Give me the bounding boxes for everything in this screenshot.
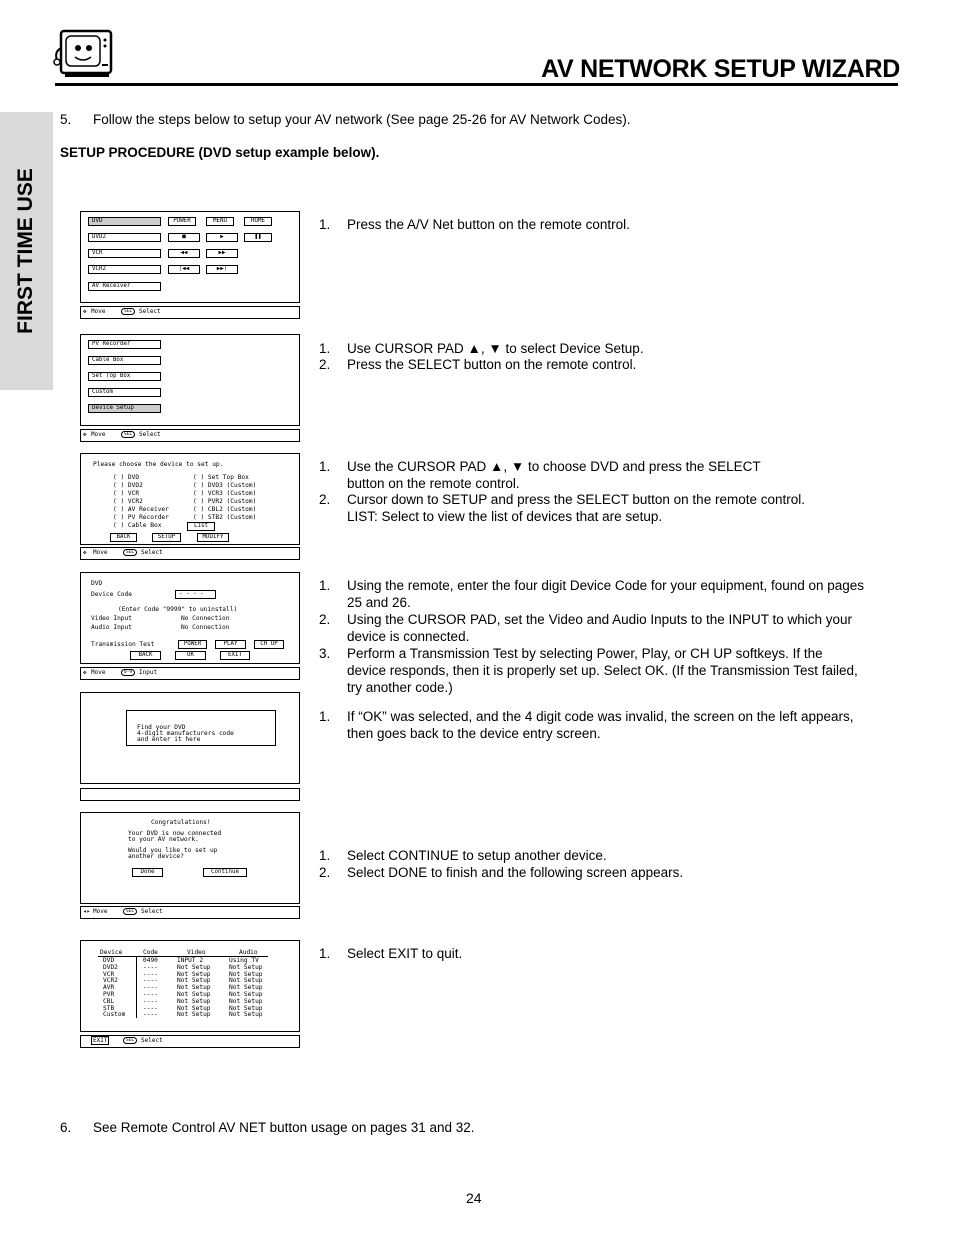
menu-item-device-setup[interactable]: Device Setup (88, 404, 161, 413)
move-label: Move (93, 908, 108, 915)
move-arrows-icon: ✥ (83, 308, 87, 315)
radio-cbl2[interactable]: ( ) CBL2 (Custom) (193, 506, 257, 513)
step-text: LIST: Select to view the list of devices that are setup. (347, 509, 663, 524)
input-label: Input (139, 669, 158, 676)
col-header-device: Device (100, 949, 123, 956)
header-rule (55, 83, 898, 86)
device-list-cell: Not Setup (229, 1011, 263, 1019)
page-title: AV NETWORK SETUP WIZARD (541, 55, 900, 83)
device-list-cell: ---- (143, 1004, 158, 1012)
move-arrows-icon: ✥ (83, 669, 87, 676)
device-list-cell: Not Setup (229, 970, 263, 978)
device-list-cell: Not Setup (177, 1004, 211, 1012)
device-list-cell: STB (103, 1004, 115, 1012)
step-text: If “OK” was selected, and the 4 digit code was invalid, the screen on the left appears, (347, 709, 854, 724)
pause-button[interactable]: ❚❚ (244, 233, 272, 242)
radio-cable-box[interactable]: ( ) Cable Box (113, 522, 162, 529)
list-button[interactable]: List (187, 522, 215, 531)
exit-button[interactable]: EXIT (93, 1037, 108, 1044)
invalid-code-message-box (126, 710, 276, 746)
device-list-cell: Not Setup (229, 991, 263, 998)
exit-button[interactable]: EXIT (220, 651, 250, 660)
stop-button[interactable]: ■ (168, 233, 200, 242)
device-list-cell: Custom (103, 1011, 126, 1019)
radio-stb2[interactable]: ( ) STB2 (Custom) (193, 514, 257, 521)
column-divider (136, 956, 137, 1018)
device-list-cell: Not Setup (229, 977, 263, 985)
device-list-cell: Not Setup (177, 977, 211, 985)
radio-set-top-box[interactable]: ( ) Set Top Box (193, 474, 249, 481)
move-label: Move (91, 431, 106, 438)
device-list-cell: VCR (103, 970, 115, 978)
device-list-cell: ---- (143, 970, 158, 978)
device-list-cell: DVD2 (103, 963, 118, 971)
screen-3-status-bar (80, 547, 300, 560)
left-right-arrows-icon: ◂▸ (83, 908, 91, 915)
move-label: Move (91, 669, 106, 676)
menu-item-set-top-box[interactable]: Set Top Box (88, 372, 161, 381)
device-code-label: Device Code (91, 591, 132, 598)
sel-icon: SEL (123, 1037, 137, 1045)
move-label: Move (93, 549, 108, 556)
fast-forward-button[interactable]: ▶▶ (206, 249, 238, 258)
menu-item-av-receiver[interactable]: AV Receiver (88, 282, 161, 291)
move-arrows-icon: ✥ (83, 549, 87, 556)
step-number: 1. (319, 709, 331, 724)
menu-item-custom[interactable]: Custom (88, 388, 161, 397)
radio-dvd[interactable]: ( ) DVD (113, 474, 140, 481)
device-list-cell: Not Setup (177, 984, 211, 992)
step-text: button on the remote control. (347, 476, 520, 491)
audio-input-label: Audio Input (91, 624, 132, 631)
device-code-input[interactable]: - - - - (175, 590, 216, 599)
device-list-cell: 0490 (143, 957, 158, 964)
device-list-cell: INPUT 2 (177, 957, 204, 964)
step-6-text: See Remote Control AV NET button usage on pages 31 and 32. (93, 1120, 475, 1135)
device-list-cell: Not Setup (229, 1004, 263, 1012)
step-number: 2. (319, 612, 331, 627)
step-text: try another code.) (347, 680, 453, 695)
device-list-cell: Not Setup (177, 970, 211, 978)
step-5-number: 5. (60, 112, 72, 127)
step-text: Using the remote, enter the four digit Device Code for your equipment, found on pages (347, 578, 865, 593)
screen-7-device-list (80, 940, 300, 1032)
step-number: 1. (319, 848, 331, 863)
step-text: Press the A/V Net button on the remote control. (347, 217, 630, 232)
menu-item-vcr[interactable]: VCR (88, 249, 161, 258)
screen-6-status-bar (80, 906, 300, 919)
radio-av-receiver[interactable]: ( ) AV Receiver (113, 506, 169, 513)
screen-1-device-menu (80, 211, 300, 303)
another-device-line-2: another device? (128, 853, 184, 860)
radio-dvd3[interactable]: ( ) DVD3 (Custom) (193, 482, 257, 489)
device-list-cell: ---- (143, 984, 158, 992)
step-text: Press the SELECT button on the remote control. (347, 357, 637, 372)
select-label: Select (139, 431, 161, 438)
select-label: Select (141, 549, 163, 556)
test-play-button[interactable]: PLAY (215, 640, 246, 649)
step-number: 3. (319, 646, 331, 661)
message-line-1: Find your DVD (137, 724, 186, 731)
device-list-cell: PVR (103, 991, 115, 998)
menu-item-pv-recorder[interactable]: PV Recorder (88, 340, 161, 349)
radio-pv-recorder[interactable]: ( ) PV Recorder (113, 514, 169, 521)
screen-2-setup-menu (80, 334, 300, 426)
col-header-code: Code (143, 949, 158, 956)
step-text: Perform a Transmission Test by selecting Power, Play, or CH UP softkeys. If the (347, 646, 823, 661)
uninstall-note: (Enter Code "9999" to uninstall) (118, 606, 238, 613)
screen-6-congratulations (80, 812, 300, 904)
step-number: 1. (319, 578, 331, 593)
digits-icon: 0-9 (121, 669, 135, 677)
setup-procedure-heading: SETUP PROCEDURE (DVD setup example below). (60, 145, 380, 160)
step-text: Cursor down to SETUP and press the SELECT button on the remote control. (347, 492, 805, 507)
screen-1-status-bar (80, 306, 300, 319)
device-list-cell: VCR2 (103, 977, 118, 985)
modify-button[interactable]: MODIFY (197, 533, 229, 542)
device-list-cell: ---- (143, 997, 158, 1005)
device-list-cell: Not Setup (177, 1011, 211, 1019)
radio-vcr2[interactable]: ( ) VCR2 (113, 498, 143, 505)
select-label: Select (139, 308, 161, 315)
skip-back-button[interactable]: ❘◀◀ (168, 265, 200, 274)
test-power-button[interactable]: POWER (178, 640, 207, 649)
power-button[interactable]: POWER (168, 217, 196, 226)
menu-item-dvd[interactable]: DVD (88, 217, 161, 226)
step-number: 2. (319, 357, 331, 372)
rewind-button[interactable]: ◀◀ (168, 249, 200, 258)
col-header-audio: Audio (239, 949, 258, 956)
step-number: 1. (319, 217, 331, 232)
device-list-cell: ---- (143, 977, 158, 985)
audio-input-value[interactable]: No Connection (181, 624, 230, 631)
step-text: 25 and 26. (347, 595, 411, 610)
congratulations-heading: Congratulations! (151, 819, 211, 826)
device-list-cell: Not Setup (229, 984, 263, 992)
device-list-cell: Using TV (229, 957, 259, 964)
test-ch-up-button[interactable]: CH UP (254, 640, 284, 649)
menu-item-vcr2[interactable]: VCR2 (88, 265, 161, 274)
radio-vcr3[interactable]: ( ) VCR3 (Custom) (193, 490, 257, 497)
step-number: 2. (319, 865, 331, 880)
side-tab-label: FIRST TIME USE (14, 168, 37, 334)
step-number: 1. (319, 459, 331, 474)
device-list-cell: Not Setup (229, 997, 263, 1005)
menu-item-dvd2[interactable]: DVD2 (88, 233, 161, 242)
menu-item-cable-box[interactable]: Cable Box (88, 356, 161, 365)
step-text: Select CONTINUE to setup another device. (347, 848, 607, 863)
step-text: Select EXIT to quit. (347, 946, 463, 961)
device-list-cell: DVD (103, 957, 115, 964)
skip-forward-button[interactable]: ▶▶❘ (206, 265, 238, 274)
sel-icon: SEL (121, 431, 135, 439)
device-name: DVD (91, 580, 103, 587)
step-6-number: 6. (60, 1120, 72, 1135)
select-label: Select (141, 1037, 163, 1044)
col-header-video: Video (187, 949, 206, 956)
device-list-cell: Not Setup (177, 991, 211, 998)
screen-4-device-code (80, 572, 300, 664)
move-arrows-icon: ✥ (83, 431, 87, 438)
step-text: Use the CURSOR PAD ▲, ▼ to choose DVD and press the SELECT (347, 459, 761, 474)
move-label: Move (91, 308, 106, 315)
screen-3-choose-device (80, 453, 300, 545)
message-line-3: and enter it here (137, 736, 201, 743)
select-label: Select (141, 908, 163, 915)
radio-pvr2[interactable]: ( ) PVR2 (Custom) (193, 498, 257, 505)
video-input-value[interactable]: No Connection (181, 615, 230, 622)
back-button[interactable]: BACK (130, 651, 161, 660)
device-list-cell: CBL (103, 997, 115, 1005)
setup-button[interactable]: SETUP (152, 533, 181, 542)
device-list-cell: ---- (143, 991, 158, 998)
step-number: 1. (319, 341, 331, 356)
choose-device-prompt: Please choose the device to set up. (93, 461, 224, 468)
step-number: 1. (319, 946, 331, 961)
radio-vcr[interactable]: ( ) VCR (113, 490, 140, 497)
screen-2-status-bar (80, 429, 300, 442)
radio-dvd2[interactable]: ( ) DVD2 (113, 482, 143, 489)
device-list-cell: Not Setup (177, 963, 211, 971)
device-list-cell: ---- (143, 963, 158, 971)
home-button[interactable]: HOME (244, 217, 272, 226)
step-5-text: Follow the steps below to setup your AV network (See page 25-26 for AV Network Codes). (93, 112, 631, 127)
screen-5-status-bar (80, 788, 300, 801)
step-text: then goes back to the device entry screen. (347, 726, 601, 741)
transmission-test-label: Transmission Test (91, 641, 155, 648)
step-text: device responds, then it is properly set up. Select OK. (If the Transmission Test failed, (347, 663, 858, 678)
connected-line-2: to your AV network. (128, 836, 199, 843)
side-tab (0, 112, 53, 390)
step-number: 2. (319, 492, 331, 507)
device-list-cell: ---- (143, 1011, 158, 1019)
done-button[interactable]: Done (132, 868, 163, 877)
continue-button[interactable]: Continue (203, 868, 247, 877)
device-list-cell: Not Setup (177, 997, 211, 1005)
device-list-cell: AVR (103, 984, 115, 992)
step-text: Select DONE to finish and the following screen appears. (347, 865, 684, 880)
device-list-cell: Not Setup (229, 963, 263, 971)
screen-4-status-bar (80, 667, 300, 680)
video-input-label: Video Input (91, 615, 132, 622)
back-button[interactable]: BACK (110, 533, 137, 542)
step-text: device is connected. (347, 629, 470, 644)
play-button[interactable]: ▶ (206, 233, 238, 242)
sel-icon: SEL (123, 908, 137, 916)
sel-icon: SEL (123, 549, 137, 557)
tv-mascot-icon (53, 28, 115, 80)
page-number: 24 (466, 1190, 482, 1206)
ok-button[interactable]: OK (175, 651, 206, 660)
sel-icon: SEL (121, 308, 135, 316)
step-text: Use CURSOR PAD ▲, ▼ to select Device Setup. (347, 341, 644, 356)
screen-7-status-bar (80, 1035, 300, 1048)
another-device-line-1: Would you like to set up (128, 847, 218, 854)
step-text: Using the CURSOR PAD, set the Video and Audio Inputs to the INPUT to which your (347, 612, 853, 627)
menu-button[interactable]: MENU (206, 217, 234, 226)
screen-5-invalid-code (80, 692, 300, 784)
connected-line-1: Your DVD is now connected (128, 830, 222, 837)
message-line-2: 4-digit manufacturers code (137, 730, 234, 737)
